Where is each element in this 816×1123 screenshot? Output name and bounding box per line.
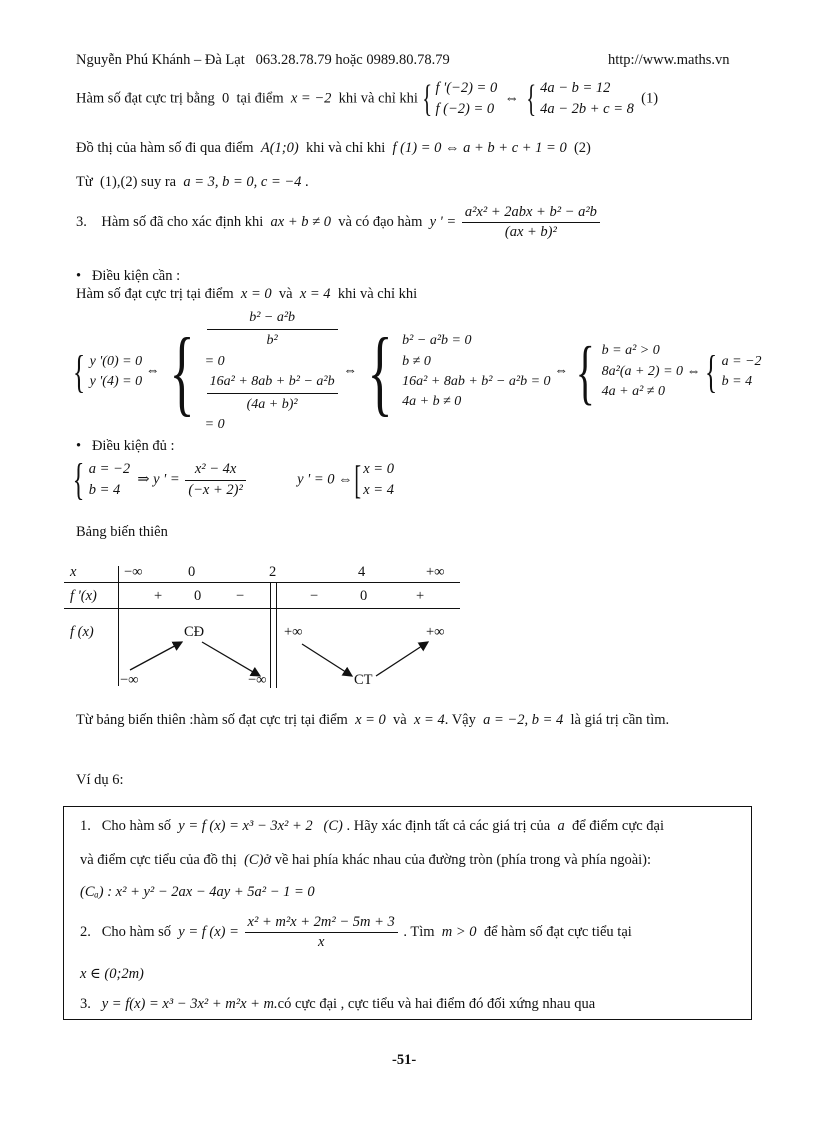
q1-c: (C) [323, 818, 343, 834]
p3-dot: . [305, 174, 309, 190]
exercise-2-line-2: x ∈ (0;2m) [80, 966, 144, 982]
q3-fn: y = f(x) = x³ − 3x² + m²x + m. [101, 996, 278, 1012]
header-site: http://www.maths.vn [608, 52, 730, 68]
p1-tag: (1) [641, 90, 659, 107]
necessary-condition-derivation [72, 308, 762, 436]
brace-icon: { [575, 331, 595, 412]
nec-x0: x = 0 [240, 286, 272, 302]
f-max-label: CĐ [184, 624, 205, 640]
fraction-numerator: x² − 4x [185, 461, 246, 480]
suf-sys-row: a = −2 [88, 460, 131, 477]
p3-result: a = 3, b = 0, c = −4 [183, 174, 302, 190]
exercise-2-line-1 [80, 914, 632, 952]
suf-root: x = 4 [363, 482, 394, 498]
p2-text-b: khi và chỉ khi [305, 140, 386, 156]
x-value: 2 [269, 564, 277, 580]
q1-line3-eq: : x² + y² − 2ax − 4ay + 5a² − 1 = 0 [107, 884, 315, 900]
q2-lhs: y = f (x) = [178, 924, 239, 941]
fprime-sign: − [236, 588, 245, 604]
brace-icon: { [526, 78, 537, 121]
q1-fn: y = f (x) = x³ − 3x² + 2 [178, 818, 313, 834]
q1-c2: để điểm cực đại [571, 818, 664, 834]
conclusion [76, 712, 669, 729]
p1-system-2 [540, 78, 634, 120]
x-value: +∞ [426, 564, 445, 580]
concl-text-b: . Vậy [444, 712, 476, 728]
header-author: Nguyễn Phú Khánh – Đà Lạt [76, 52, 245, 68]
brace-icon: { [421, 78, 432, 121]
p2-tag: (2) [573, 140, 591, 156]
arrow-up-icon [130, 642, 182, 670]
x-value: −∞ [124, 564, 143, 580]
nec-s4-row: b = a² > 0 [601, 343, 660, 359]
fprime-sign: + [154, 588, 163, 604]
page-number: -51- [392, 1052, 417, 1068]
sufficient-condition-title [76, 438, 175, 455]
nec-s2-row-1 [205, 308, 340, 372]
p1-text-a: Hàm số đạt cực trị bằng [76, 90, 215, 107]
q1-num: 1. [80, 818, 91, 834]
suf-fraction [185, 461, 246, 499]
x-value: 4 [358, 564, 366, 580]
p4-num: 3. [76, 214, 87, 231]
p1-text-b: tại điểm [236, 90, 284, 107]
arrow-up-icon [376, 642, 428, 676]
exercise-1-line-3 [80, 884, 315, 901]
q1-line2-c: (C) [244, 852, 264, 868]
variation-table [64, 560, 460, 690]
concl-and: và [393, 712, 407, 728]
brace-icon: { [72, 345, 86, 397]
nec-s4-row: 4a + a² ≠ 0 [601, 384, 665, 400]
concl-x0: x = 0 [355, 712, 386, 728]
suf-title: Điều kiện đủ : [91, 438, 175, 454]
q1-line3-name: (Cₐ) [80, 884, 104, 900]
suf-system [89, 459, 130, 501]
fprime-sign: − [310, 588, 319, 604]
p4-text-b: và có đạo hàm [338, 214, 423, 231]
concl-x4: x = 4 [413, 712, 445, 728]
fraction-denominator: x [317, 934, 325, 951]
nec-and: và [278, 286, 293, 302]
variation-arrows [64, 560, 460, 690]
p1-cond: x = −2 [290, 90, 332, 107]
q2-num: 2. [80, 924, 91, 941]
exercise-3-line-1 [80, 996, 595, 1013]
nec-s1-row: y '(0) = 0 [89, 353, 143, 369]
q3-text: có cực đại , cực tiểu và hai điểm đó đối xứng nhau qua [277, 996, 596, 1012]
para-item-3 [76, 204, 602, 242]
concl-vals: a = −2, b = 4 [483, 712, 564, 728]
p1-sys2-row: 4a − b = 12 [540, 80, 611, 96]
q1-line2-a: và điểm cực tiểu của đồ thị [80, 852, 237, 868]
x-label: x [70, 564, 77, 580]
q3-num: 3. [80, 996, 91, 1012]
p2-eq: f (1) = 0 ⇔ a + b + c + 1 = 0 [392, 140, 567, 156]
exercise-1-line-1 [80, 818, 664, 835]
nec-s2-row-2 [205, 372, 340, 436]
fprime-zero: 0 [360, 588, 368, 604]
q2-b: . Tìm [403, 924, 435, 941]
p4-cond: ax + b ≠ 0 [270, 214, 331, 231]
nec-s3-row: 4a + b ≠ 0 [402, 394, 462, 410]
q2-c: để hàm số đạt cực tiểu tại [483, 924, 632, 941]
bracket-icon: [ [354, 457, 362, 502]
nec-s3-row: b ≠ 0 [402, 353, 431, 369]
nec-x4: x = 4 [299, 286, 331, 302]
bullet-icon: • [76, 268, 82, 284]
nec-title: Điều kiện cần : [91, 268, 181, 284]
brace-icon: { [366, 317, 393, 425]
x-value: 0 [188, 564, 196, 580]
equals-zero: = 0 [204, 353, 225, 369]
p2-point: A(1;0) [260, 140, 299, 156]
f-value: −∞ [248, 672, 267, 688]
p1-sys1-row: f (−2) = 0 [435, 101, 495, 118]
p1-text-c: khi và chỉ khi [338, 90, 418, 107]
f-min-label: CT [354, 672, 373, 688]
arrow-down-icon [202, 642, 260, 676]
para-result [76, 174, 309, 191]
p1-system-1 [435, 78, 497, 120]
q1-b: . Hãy xác định tất cả các giá trị của [346, 818, 551, 834]
derivative-fraction [462, 204, 600, 242]
f-value: +∞ [284, 624, 303, 640]
fraction-denominator: b² [266, 333, 278, 349]
para-extremum-condition [76, 78, 658, 120]
p1-val0: 0 [221, 90, 230, 107]
nec-system-3 [402, 331, 550, 412]
nec-s1-row: y '(4) = 0 [89, 373, 143, 389]
p1-sys2-row: 4a − 2b + c = 8 [540, 101, 634, 118]
nec-system-5 [722, 352, 762, 393]
header-phones: 063.28.78.79 hoặc 0989.80.78.79 [255, 52, 450, 68]
q1-line2-b: ở về hai phía khác nhau của đường tròn (phía trong và phía ngoài): [263, 852, 652, 868]
p3-refs: (1),(2) [99, 174, 138, 190]
exercise-box [63, 806, 752, 1020]
f-value: −∞ [120, 672, 139, 688]
brace-icon: { [705, 345, 718, 397]
p2-text-a: Đồ thị của hàm số đi qua điểm [76, 140, 254, 156]
p3-text-a: Từ [76, 174, 93, 190]
fprime-sign: + [416, 588, 425, 604]
iff-symbol: ⇔ [145, 363, 160, 379]
nec-system-1 [90, 352, 142, 393]
suf-sys-row: b = 4 [88, 482, 121, 498]
iff-symbol: ⇔ [554, 363, 569, 379]
fraction-numerator: b² − a²b [207, 308, 338, 330]
q1-a: Cho hàm số [101, 818, 172, 834]
fraction-denominator: (ax + b)² [504, 224, 557, 241]
variation-table-heading: Bảng biến thiên [76, 524, 168, 540]
arrow-down-icon [302, 644, 352, 676]
suf-roots [363, 459, 394, 501]
q2-a: Cho hàm số [101, 924, 172, 941]
nec-line-a: Hàm số đạt cực trị tại điểm [76, 286, 234, 302]
q2-fraction [245, 914, 398, 952]
fraction-denominator: (−x + 2)² [188, 481, 243, 498]
nec-line-b: khi và chỉ khi [337, 286, 418, 302]
p1-sys1-row: f '(−2) = 0 [435, 80, 498, 96]
p3-text-b: suy ra [141, 174, 177, 190]
iff-symbol: ⇔ [343, 363, 358, 379]
p4-text-a: Hàm số đã cho xác định khi [101, 214, 264, 231]
nec-s3-row: 16a² + 8ab + b² − a²b = 0 [402, 373, 551, 389]
fraction-denominator: (4a + b)² [246, 397, 298, 413]
iff-symbol: ⇔ [504, 90, 519, 107]
p4-lhs: y ' = [429, 214, 457, 231]
f-value: +∞ [426, 624, 445, 640]
fraction-numerator: x² + m²x + 2m² − 5m + 3 [245, 914, 398, 933]
equals-zero: = 0 [204, 417, 225, 433]
suf-yzero: y ' = 0 ⇔ [297, 471, 353, 488]
q2-cond: m > 0 [441, 924, 477, 941]
fprime-zero: 0 [194, 588, 202, 604]
para-point-condition [76, 140, 591, 157]
q1-a-var: a [557, 818, 565, 834]
nec-s5-row: b = 4 [721, 373, 753, 389]
necessary-condition-title [76, 268, 180, 285]
suf-implies: ⇒ y ' = [137, 471, 180, 488]
nec-s5-row: a = −2 [721, 353, 762, 369]
brace-icon: { [72, 455, 85, 504]
exercise-1-line-2 [80, 852, 651, 869]
brace-icon: { [169, 317, 195, 425]
nec-system-2 [205, 308, 340, 436]
nec-s4-row: 8a²(a + 2) = 0 ⇔ [601, 363, 701, 379]
sufficient-condition-derivation [72, 455, 394, 504]
fraction-numerator: a²x² + 2abx + b² − a²b [462, 204, 600, 223]
fprime-label: f '(x) [70, 588, 97, 604]
fraction-numerator: 16a² + 8ab + b² − a²b [207, 372, 338, 394]
concl-text-a: Từ bảng biến thiên :hàm số đạt cực trị tại điểm [76, 712, 348, 728]
f-label: f (x) [70, 624, 94, 640]
suf-root: x = 0 [363, 460, 394, 477]
nec-system-4 [602, 341, 701, 402]
nec-s3-row: b² − a²b = 0 [402, 333, 472, 349]
page-header [76, 52, 450, 69]
concl-text-c: là giá trị cần tìm. [570, 712, 670, 728]
example-title: Ví dụ 6: [76, 772, 124, 788]
necessary-condition-line [76, 286, 417, 303]
bullet-icon: • [76, 438, 82, 454]
